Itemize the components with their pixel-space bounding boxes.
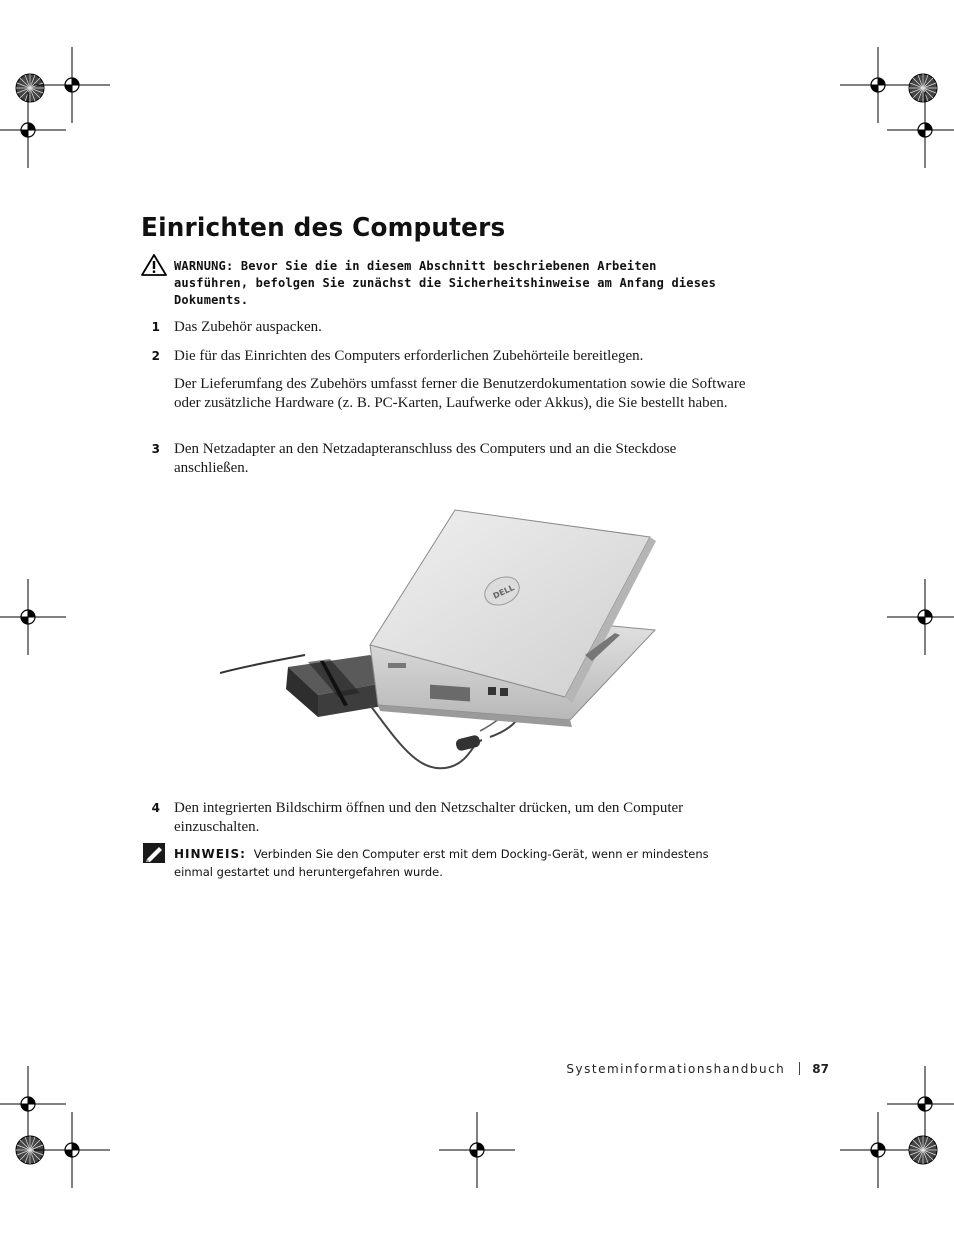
note-label: HINWEIS: [174, 847, 246, 861]
step-text: Die für das Einrichten des Computers erforderlichen Zubehörteile bereitlegen. [174, 348, 644, 364]
laptop-adapter-illustration [220, 505, 665, 785]
footer-title: Systeminformationshandbuch [566, 1062, 786, 1076]
warning-text: WARNUNG: Bevor Sie die in diesem Abschnitt beschriebenen Arbeiten ausführen, befolgen Sie zunächst die Sicherheitshinweise am Anfang dieses Dokuments. [174, 259, 716, 307]
note-block [174, 845, 734, 881]
step-text: Den Netzadapter an den Netzadapteranschluss des Computers und an die Steckdose anschließen. [174, 441, 677, 476]
step-number: 2 [151, 349, 160, 363]
step-paragraph: Der Lieferumfang des Zubehörs umfasst ferner die Benutzerdokumentation sowie die Software oder zusätzliche Hardware (z. B. PC-Karten, Laufwerke oder Akkus), die Sie bestellt haben. [174, 376, 746, 411]
pencil-note-icon [143, 843, 165, 863]
note-text: Verbinden Sie den Computer erst mit dem Docking-Gerät, wenn er mindestens einmal gestartet und heruntergefahren wurde. [174, 847, 709, 879]
page-footer [566, 1062, 829, 1076]
dell-logo: DELL [491, 583, 516, 601]
page-title: Einrichten des Computers [141, 213, 506, 243]
step-number: 3 [151, 442, 160, 456]
step-number: 1 [151, 320, 160, 334]
step-text: Das Zubehör auspacken. [174, 319, 322, 335]
warning-triangle-icon [140, 253, 168, 277]
footer-divider [799, 1062, 800, 1075]
page-number: 87 [812, 1062, 829, 1076]
step-number: 4 [151, 801, 160, 815]
step-text: Den integrierten Bildschirm öffnen und den Netzschalter drücken, um den Computer einzuschalten. [174, 800, 684, 835]
